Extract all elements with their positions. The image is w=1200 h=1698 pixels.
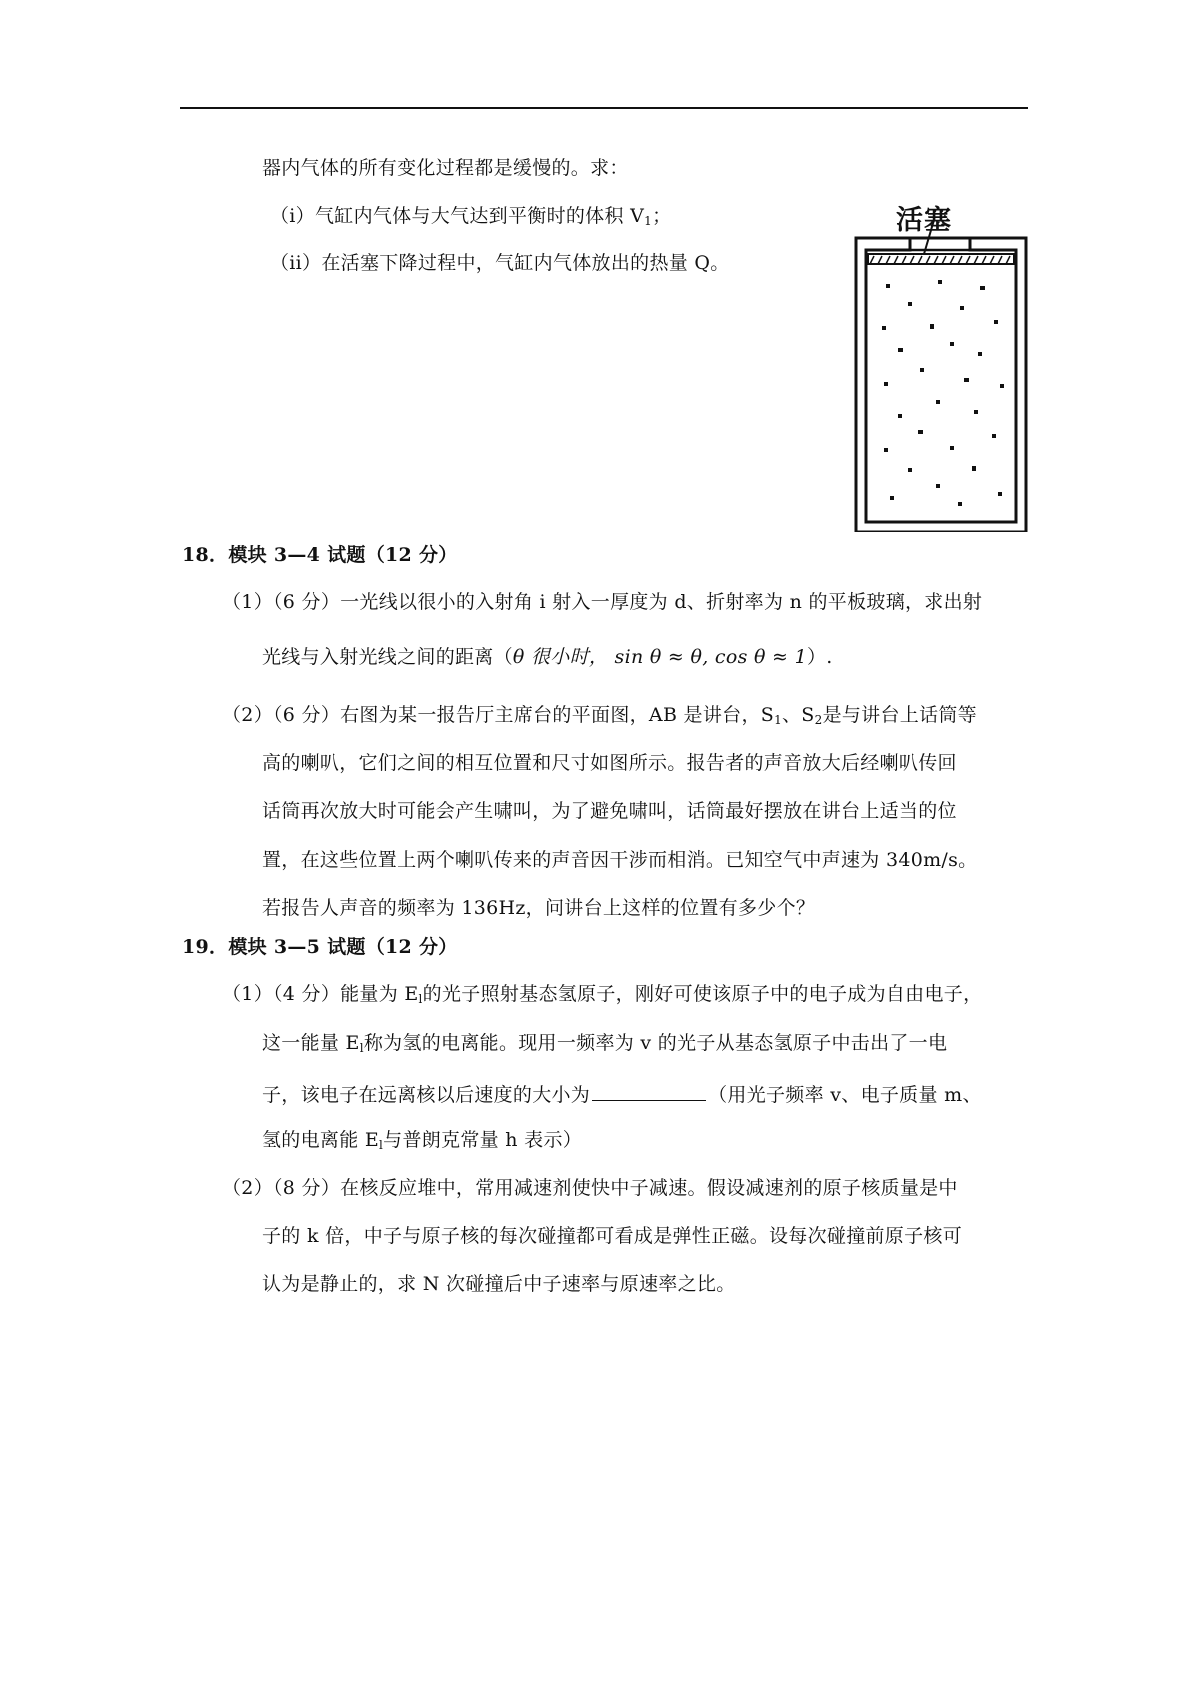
q19-part1-line: （1）（4 分）能量为 $E_l$的光子照射基态氢原子，刚好可使该原子中的电子成为自由电子， <box>222 983 983 1006</box>
q17-text-line: 器内气体的所有变化过程都是缓慢的。求： <box>262 157 629 179</box>
q19-part1-line: 子，该电子在远离核以后速度的大小为 （用光子频率 v、电子质量 m、 <box>262 1080 982 1107</box>
cylinder-piston-diagram <box>838 202 1036 532</box>
q19-part2-line: （2）（8 分）在核反应堆中，常用减速剂使快中子减速。假设减速剂的原子核质量是中 <box>222 1177 958 1199</box>
small-angle-formula: θ 很小时， sin θ ≈ θ, cos θ ≈ 1 <box>512 646 807 668</box>
q17-sub-question-ii: （ii）在活塞下降过程中，气缸内气体放出的热量 Q。 <box>270 252 730 274</box>
q19-part2-line: 子的 k 倍，中子与原子核的每次碰撞都可看成是弹性正磁。设每次碰撞前原子核可 <box>262 1225 962 1247</box>
q18-part2-line: （2）（6 分）右图为某一报告厅主席台的平面图，AB 是讲台，$S_1$、$S_2$是与讲台上话筒等 <box>222 704 977 727</box>
cylinder-drawing <box>838 202 1036 532</box>
q18-part2-line: 置，在这些位置上两个喇叭传来的声音因干涉而相消。已知空气中声速为 340m/s。 <box>262 849 978 871</box>
header-rule <box>180 107 1028 109</box>
q18-part1-line: 光线与入射光线之间的距离（θ 很小时， sin θ ≈ θ, cos θ ≈ 1）. <box>262 646 833 668</box>
q18-part1-line: （1）（6 分）一光线以很小的入射角 i 射入一厚度为 d、折射率为 n 的平板玻璃，求出射 <box>222 591 983 613</box>
q19-part2-line: 认为是静止的，求 N 次碰撞后中子速率与原速率之比。 <box>262 1273 736 1295</box>
piston-label: 活塞 <box>896 205 952 236</box>
q18-part2-line: 若报告人声音的频率为 136Hz，问讲台上这样的位置有多少个？ <box>262 897 816 919</box>
q19-heading: 19．模块 3—5 试题（12 分） <box>182 936 458 958</box>
q18-part2-line: 话筒再次放大时可能会产生啸叫，为了避免啸叫，话筒最好摆放在讲台上适当的位 <box>262 800 957 822</box>
q18-heading: 18．模块 3—4 试题（12 分） <box>182 544 458 566</box>
q17-sub-question-i: （i）气缸内气体与大气达到平衡时的体积 $V_1$； <box>270 205 672 228</box>
answer-blank[interactable] <box>592 1080 706 1101</box>
q19-part1-line: 氢的电离能 $E_l$与普朗克常量 h 表示） <box>262 1129 583 1152</box>
q19-part1-line: 这一能量 $E_l$称为氢的电离能。现用一频率为 v 的光子从基态氢原子中击出了一电 <box>262 1032 948 1055</box>
gas-molecules <box>882 280 1004 506</box>
q18-part2-line: 高的喇叭，它们之间的相互位置和尺寸如图所示。报告者的声音放大后经喇叭传回 <box>262 752 957 774</box>
